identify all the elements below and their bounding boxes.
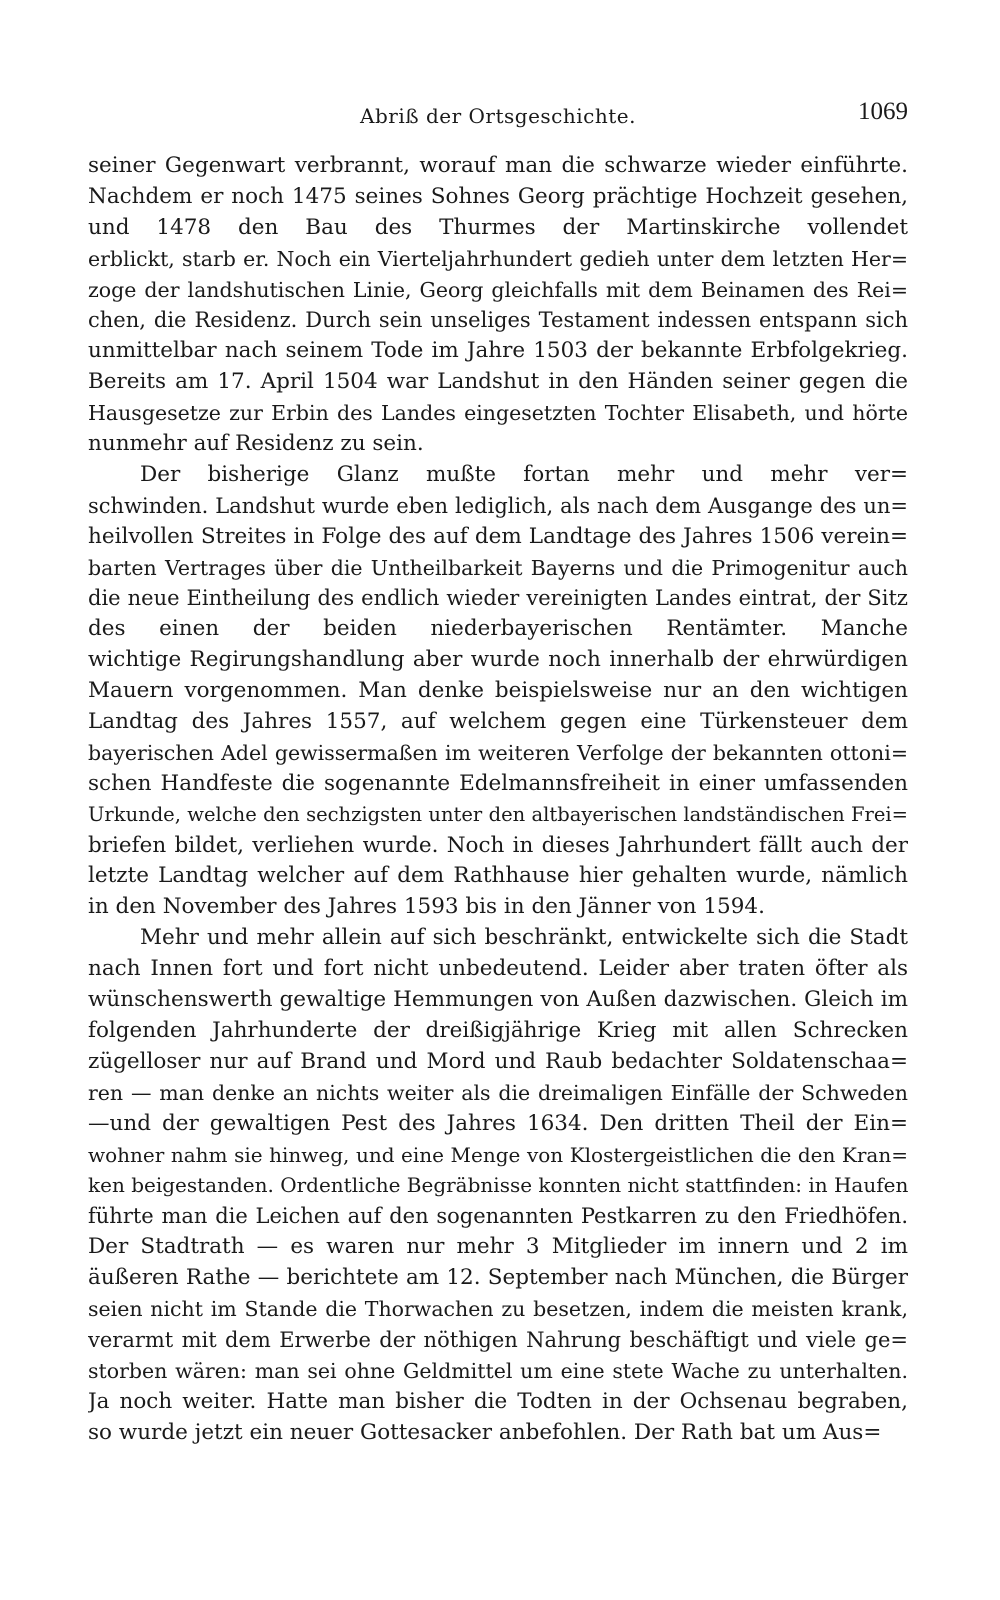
text-line: barten Vertrages über die Untheilbarkeit Bayerns und die Primogenitur auch — [88, 555, 908, 580]
text-line: erblickt, starb er. Noch ein Vierteljahrhundert gedieh unter dem letzten Her= — [88, 246, 908, 271]
text-line: bayerischen Adel gewissermaßen im weiteren Verfolge der bekannten ottoni= — [88, 740, 908, 765]
text-line: ren — man denke an nichts weiter als die dreimaligen Einfälle der Schweden — [88, 1080, 908, 1105]
text-line: folgenden Jahrhunderte der dreißigjährige Krieg mit allen Schrecken — [88, 1017, 908, 1043]
text-line: —und der gewaltigen Pest des Jahres 1634. Den dritten Theil der Ein= — [88, 1110, 908, 1136]
text-line: briefen bildet, verliehen wurde. Noch in dieses Jahrhundert fällt auch der — [88, 832, 908, 858]
text-line: äußeren Rathe — berichtete am 12. September nach München, die Bürger — [88, 1265, 908, 1291]
text-line: nunmehr auf Residenz zu sein. — [88, 431, 424, 457]
text-line: verarmt mit dem Erwerbe der nöthigen Nahrung beschäftigt und viele ge= — [88, 1327, 908, 1352]
text-line: Bereits am 17. April 1504 war Landshut in den Händen seiner gegen die — [88, 369, 908, 395]
text-line: wünschenswerth gewaltige Hemmungen von Außen dazwischen. Gleich im — [88, 987, 908, 1013]
text-line: chen, die Residenz. Durch sein unseliges Testament indessen entspann sich — [88, 308, 908, 333]
text-line: zoge der landshutischen Linie, Georg gleichfalls mit dem Beinamen des Rei= — [88, 277, 908, 302]
text-line: wichtige Regirungshandlung aber wurde noch innerhalb der ehrwürdigen — [88, 647, 908, 673]
text-line: seien nicht im Stande die Thorwachen zu besetzen, indem die meisten krank, — [88, 1296, 908, 1321]
text-line: und 1478 den Bau des Thurmes der Martinskirche vollendet — [88, 214, 908, 240]
text-line: schwinden. Landshut wurde eben lediglich, als nach dem Ausgange des un= — [88, 493, 908, 518]
text-line: führte man die Leichen auf den sogenannten Pestkarren zu den Friedhöfen. — [88, 1204, 908, 1229]
text-line: Nachdem er noch 1475 seines Sohnes Georg prächtige Hochzeit gesehen, — [88, 183, 908, 209]
text-line: Ja noch weiter. Hatte man bisher die Todten in der Ochsenau begraben, — [88, 1388, 908, 1414]
text-line: letzte Landtag welcher auf dem Rathhause hier gehalten wurde, nämlich — [88, 863, 908, 889]
text-line: nach Innen fort und fort nicht unbedeutend. Leider aber traten öfter als — [88, 956, 908, 982]
text-line: wohner nahm sie hinweg, und eine Menge von Klostergeistlichen die den Kran= — [88, 1142, 908, 1167]
paragraph — [88, 151, 908, 460]
text-line: Der bisherige Glanz mußte fortan mehr und mehr ver= — [140, 461, 908, 487]
text-line: so wurde jetzt ein neuer Gottesacker anbefohlen. Der Rath bat um Aus= — [88, 1419, 882, 1445]
text-line: storben wären: man sei ohne Geldmittel um eine stete Wache zu unterhalten. — [88, 1358, 908, 1383]
text-line: des einen der beiden niederbayerischen Rentämter. Manche — [88, 616, 908, 642]
text-line: Urkunde, welche den sechzigsten unter den altbayerischen landständischen Frei= — [88, 802, 908, 826]
text-line: Mauern vorgenommen. Man denke beispielsweise nur an den wichtigen — [88, 678, 908, 704]
running-head: Abriß der Ortsgeschichte. — [360, 104, 636, 128]
text-line: seiner Gegenwart verbrannt, worauf man die schwarze wieder einführte. — [88, 153, 908, 178]
text-line: ken beigestanden. Ordentliche Begräbnisse konnten nicht stattfinden: in Haufen — [88, 1173, 908, 1198]
paragraph — [88, 460, 908, 923]
text-line: Mehr und mehr allein auf sich beschränkt, entwickelte sich die Stadt — [140, 925, 908, 951]
text-line: die neue Eintheilung des endlich wieder vereinigten Landes eintrat, der Sitz — [88, 586, 908, 611]
text-line: unmittelbar nach seinem Tode im Jahre 1503 der bekannte Erbfolgekrieg. — [88, 338, 908, 364]
paragraph — [88, 923, 908, 1448]
text-line: Hausgesetze zur Erbin des Landes eingesetzten Tochter Elisabeth, und hörte — [88, 401, 908, 426]
text-line: heilvollen Streites in Folge des auf dem Landtage des Jahres 1506 verein= — [88, 523, 908, 549]
page-header — [88, 98, 908, 138]
text-line: Der Stadtrath — es waren nur mehr 3 Mitglieder im innern und 2 im — [88, 1234, 908, 1260]
text-line: zügelloser nur auf Brand und Mord und Raub bedachter Soldatenschaa= — [88, 1048, 908, 1074]
text-line: in den November des Jahres 1593 bis in den Jänner von 1594. — [88, 894, 765, 920]
page-number: 1069 — [858, 98, 908, 125]
text-line: schen Handfeste die sogenannte Edelmannsfreiheit in einer umfassenden — [88, 770, 908, 796]
text-line: Landtag des Jahres 1557, auf welchem gegen eine Türkensteuer dem — [88, 709, 908, 735]
body-text — [88, 151, 908, 1448]
